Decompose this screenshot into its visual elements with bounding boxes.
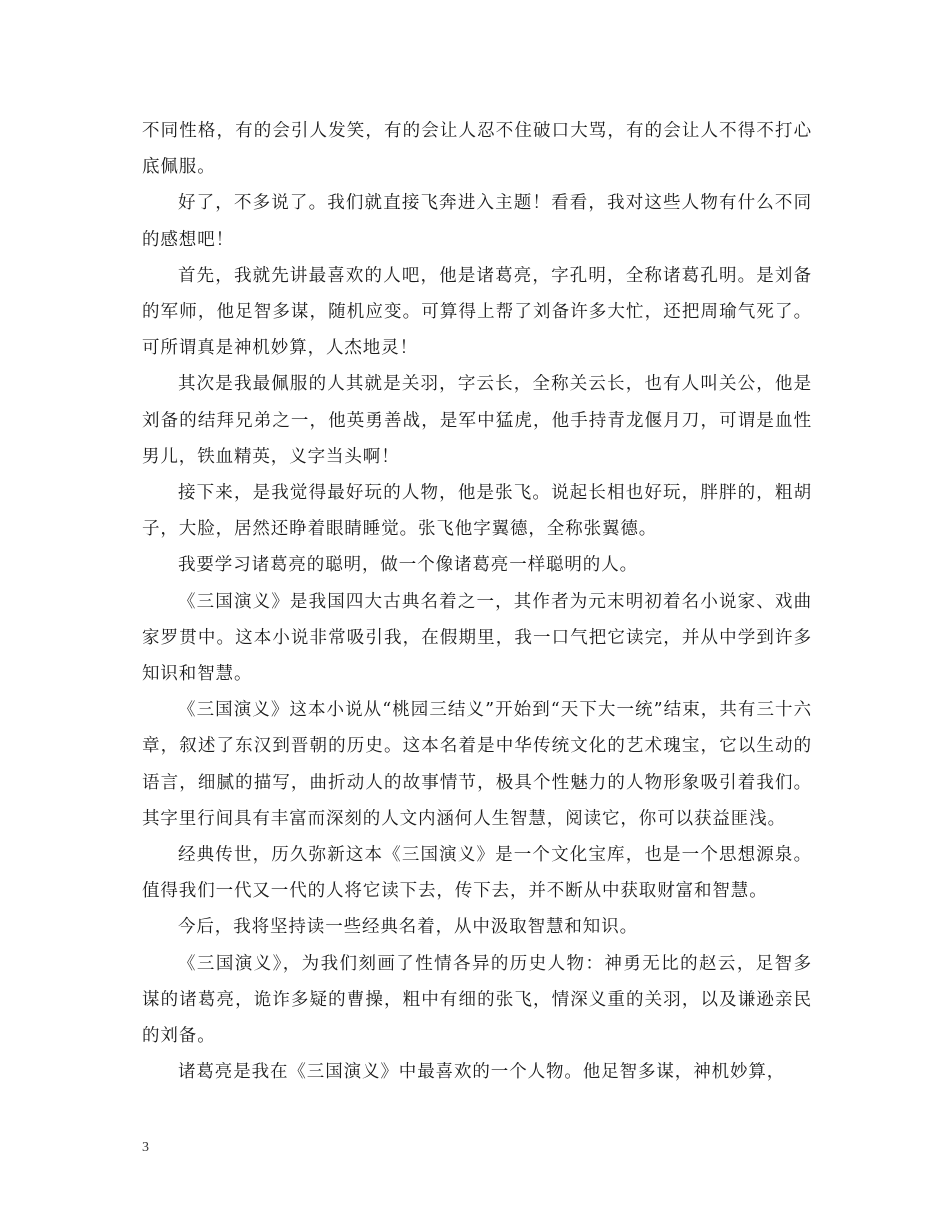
paragraph-8: 《三国演义》这本小说从“桃园三结义”开始到“天下大一统”结束，共有三十六章，叙述了东汉到晋朝的历史。这本名着是中华传统文化的艺术瑰宝，它以生动的语言，细腻的描写，曲折动人的故事情节，极具个性魅力的人物形象吸引着我们。其字里行间具有丰富而深刻的人文内涵何人生智慧，阅读它，你可以获益匪浅。 — [142, 700, 812, 829]
paragraph-1: 不同性格，有的会引人发笑，有的会让人忍不住破口大骂，有的会让人不得不打心底佩服。 — [142, 121, 812, 178]
paragraph-9: 经典传世，历久弥新这本《三国演义》是一个文化宝库，也是一个思想源泉。值得我们一代又一代的人将它读下去，传下去，并不断从中获取财富和智慧。 — [142, 845, 812, 902]
paragraph-12: 诸葛亮是我在《三国演义》中最喜欢的一个人物。他足智多谋，神机妙算， — [178, 1062, 786, 1083]
page-number: 3 — [142, 1140, 149, 1155]
body-text — [142, 113, 812, 1090]
paragraph-7: 《三国演义》是我国四大古典名着之一，其作者为元末明初着名小说家、戏曲家罗贯中。这本小说非常吸引我，在假期里，我一口气把它读完，并从中学到许多知识和智慧。 — [142, 591, 812, 685]
paragraph-4: 其次是我最佩服的人其就是关羽，字云长，全称关云长，也有人叫关公，他是刘备的结拜兄弟之一，他英勇善战，是军中猛虎，他手持青龙偃月刀，可谓是血性男儿，铁血精英，义字当头啊！ — [142, 374, 812, 467]
paragraph-10: 今后，我将坚持读一些经典名着，从中汲取智慧和知识。 — [178, 917, 638, 938]
paragraph-11: 《三国演义》，为我们刻画了性情各异的历史人物：神勇无比的赵云，足智多谋的诸葛亮，诡诈多疑的曹操，粗中有细的张飞，情深义重的关羽，以及谦逊亲民的刘备。 — [142, 953, 812, 1047]
paragraph-3: 首先，我就先讲最喜欢的人吧，他是诸葛亮，字孔明，全称诸葛孔明。是刘备的军师，他足智多谋，随机应变。可算得上帮了刘备许多大忙，还把周瑜气死了。可所谓真是神机妙算，人杰地灵！ — [142, 265, 812, 359]
paragraph-6: 我要学习诸葛亮的聪明，做一个像诸葛亮一样聪明的人。 — [178, 555, 638, 576]
paragraph-5: 接下来，是我觉得最好玩的人物，他是张飞。说起长相也好玩，胖胖的，粗胡子，大脸，居然还睁着眼睛睡觉。张飞他字翼德，全称张翼德。 — [142, 483, 812, 540]
paragraph-2: 好了，不多说了。我们就直接飞奔进入主题！看看，我对这些人物有什么不同的感想吧！ — [142, 193, 812, 250]
